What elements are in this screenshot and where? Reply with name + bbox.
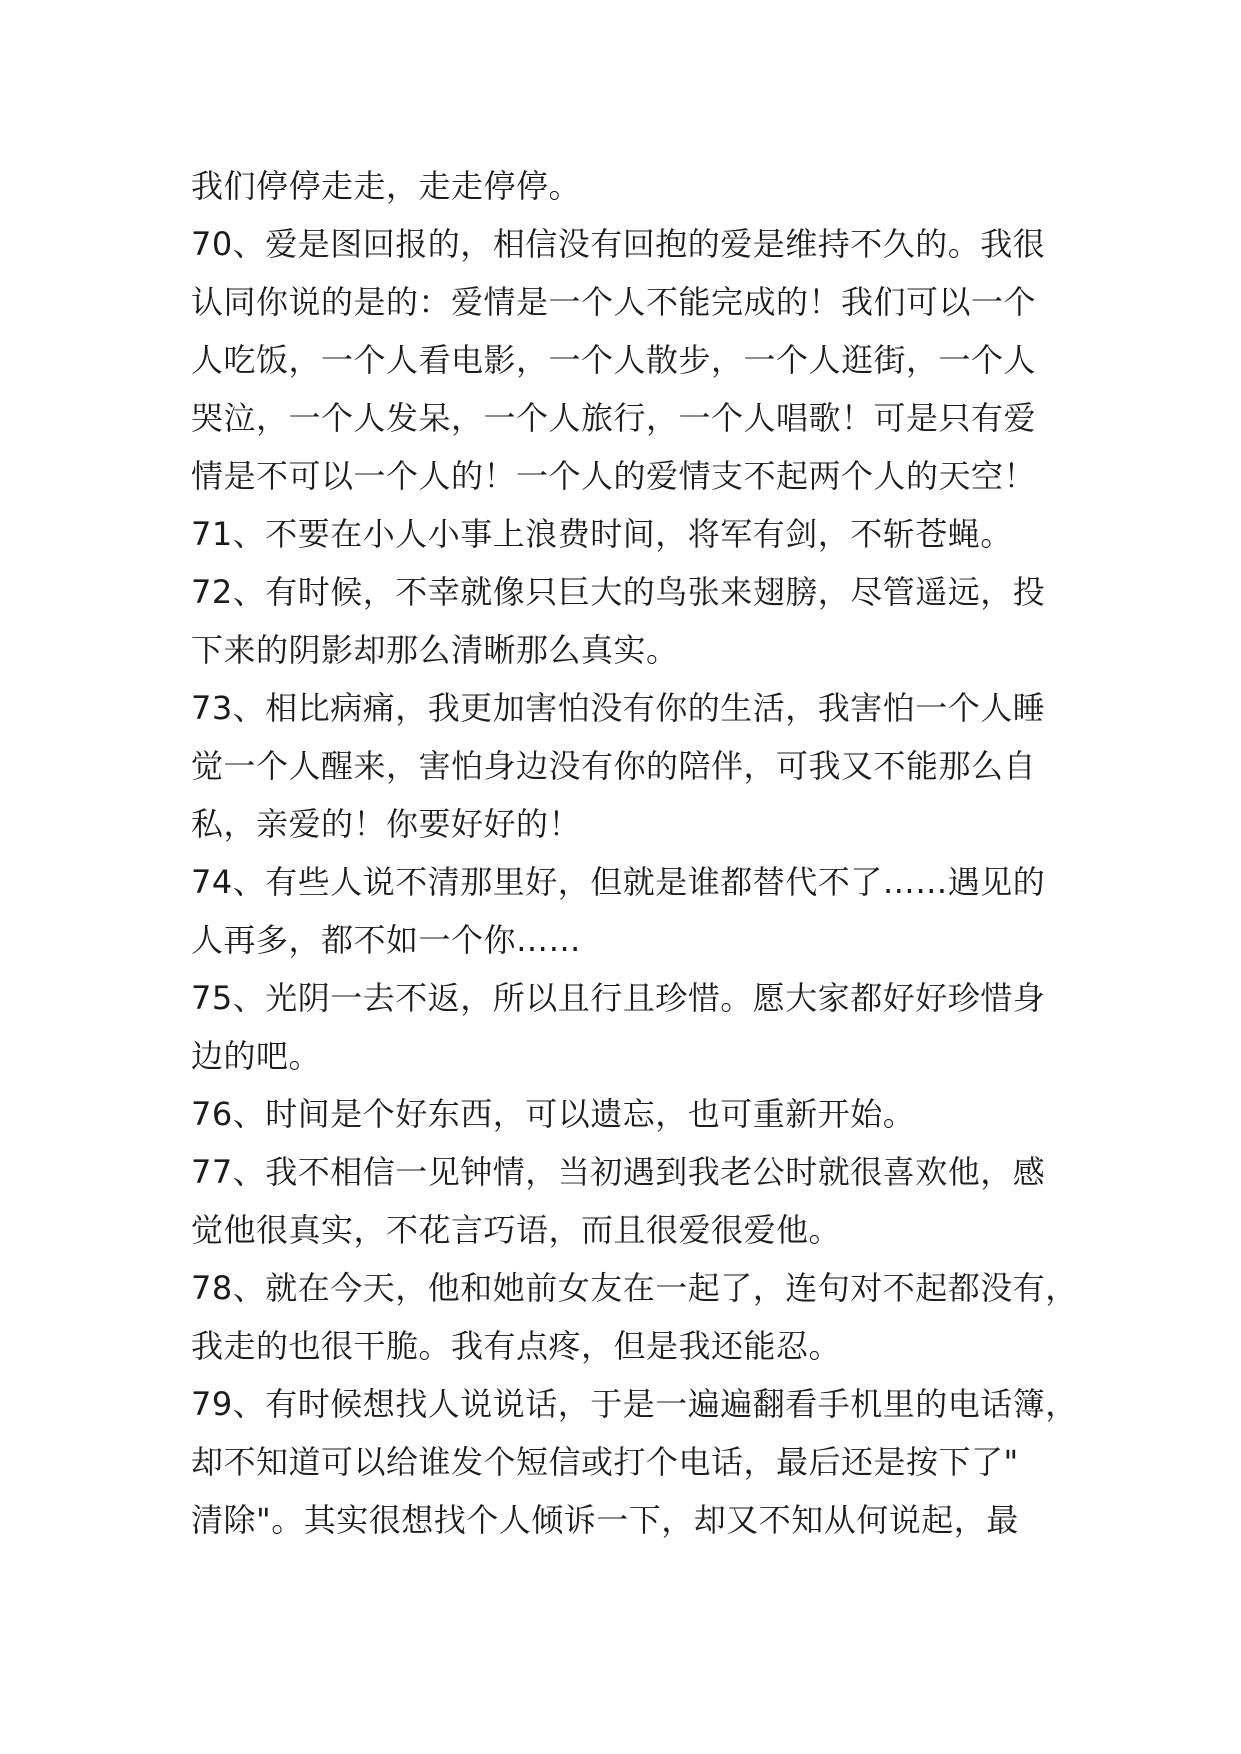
text-line: 觉他很真实，不花言巧语，而且很爱很爱他。 — [191, 1211, 842, 1249]
text-line: 我走的也很干脆。我有点疼，但是我还能忍。 — [191, 1327, 842, 1365]
text-line: 却不知道可以给谁发个短信或打个电话，最后还是按下了" — [191, 1443, 1019, 1481]
text-line: 75、光阴一去不返，所以且行且珍惜。愿大家都好好珍惜身 — [191, 979, 1046, 1017]
text-line: 认同你说的是的：爱情是一个人不能完成的！我们可以一个 — [191, 283, 1037, 321]
text-line: 71、不要在小人小事上浪费时间，将军有剑，不斩苍蝇。 — [191, 515, 1013, 553]
text-line: 人再多，都不如一个你…… — [191, 921, 582, 959]
text-line: 78、就在今天，他和她前女友在一起了，连句对不起都没有， — [191, 1269, 1078, 1307]
text-line: 觉一个人醒来，害怕身边没有你的陪伴，可我又不能那么自 — [191, 747, 1037, 785]
text-line: 79、有时候想找人说说话，于是一遍遍翻看手机里的电话簿， — [191, 1385, 1078, 1423]
text-line: 人吃饭，一个人看电影，一个人散步，一个人逛街，一个人 — [191, 341, 1037, 379]
text-line: 72、有时候，不幸就像只巨大的鸟张来翅膀，尽管遥远，投 — [191, 573, 1046, 611]
text-line: 我们停停走走，走走停停。 — [191, 167, 582, 205]
text-line: 情是不可以一个人的！一个人的爱情支不起两个人的天空！ — [191, 457, 1037, 495]
text-line: 70、爱是图回报的，相信没有回抱的爱是维持不久的。我很 — [191, 225, 1046, 263]
text-line: 清除"。其实很想找个人倾诉一下，却又不知从何说起，最 — [191, 1501, 1019, 1539]
text-line: 边的吧。 — [191, 1037, 322, 1075]
text-line: 76、时间是个好东西，可以遗忘，也可重新开始。 — [191, 1095, 916, 1133]
text-line: 73、相比病痛，我更加害怕没有你的生活，我害怕一个人睡 — [191, 689, 1046, 727]
text-line: 哭泣，一个人发呆，一个人旅行，一个人唱歌！可是只有爱 — [191, 399, 1037, 437]
text-line: 74、有些人说不清那里好，但就是谁都替代不了……遇见的 — [191, 863, 1046, 901]
text-line: 下来的阴影却那么清晰那么真实。 — [191, 631, 679, 669]
text-line: 77、我不相信一见钟情，当初遇到我老公时就很喜欢他，感 — [191, 1153, 1046, 1191]
text-line: 私，亲爱的！你要好好的！ — [191, 805, 582, 843]
